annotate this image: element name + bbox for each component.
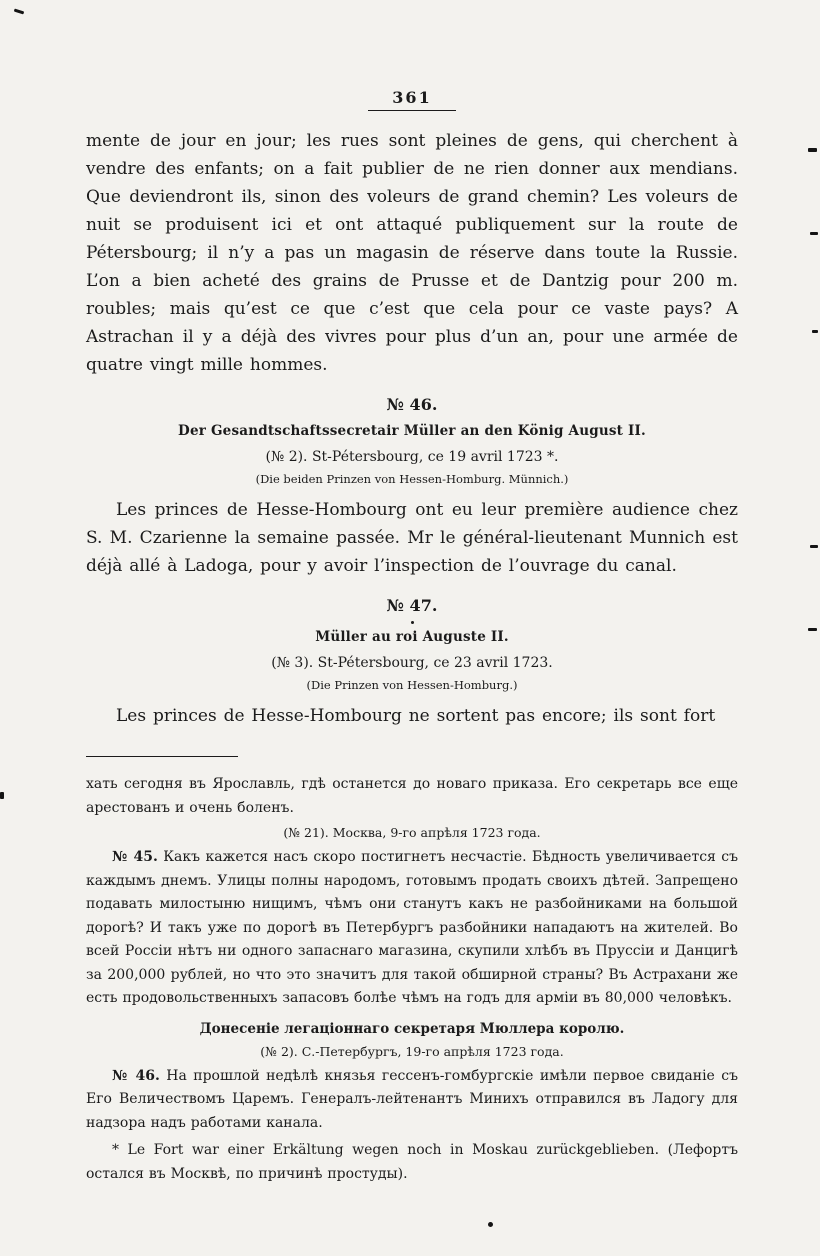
report-dateline: (№ 2). С.-Петербургъ, 19-го апрѣля 1723 года.: [260, 1043, 564, 1059]
scan-artifact: [810, 545, 818, 548]
page-content: [86, 88, 738, 1186]
scan-artifact: [808, 628, 817, 631]
entry-47: [86, 596, 738, 730]
scan-artifact: [14, 9, 24, 15]
footnote-45-label: № 45.: [112, 849, 158, 865]
entry-47-subject: (Die Prinzen von Hessen-Homburg.): [306, 678, 518, 692]
entry-47-dateline: (№ 3). St-Pétersbourg, ce 23 avril 1723.: [271, 655, 553, 671]
scan-artifact: [808, 148, 817, 152]
report-heading: Донесеніе легаціоннаго секретаря Мюллера королю.: [199, 1020, 625, 1037]
entry-47-number: № 47.: [386, 596, 438, 615]
footnote-46-text: На прошлой недѣлѣ князья гессенъ-гомбургскіе имѣли первое свиданіе съ Его Величествомъ Царемъ. Генералъ-лейтенантъ Минихъ отправился въ Ладогу для надзора надъ работами канала.: [86, 1067, 739, 1131]
entry-47-body: Les princes de Hesse-Hombourg ne sortent pas encore; ils sont fort: [116, 706, 716, 726]
footnote-continuation: хать сегодня въ Ярославль, гдѣ останется до новаго приказа. Его секретарь все еще арестованъ и очень боленъ.: [86, 776, 738, 816]
entry-46: [86, 395, 738, 580]
footnote-divider: [86, 756, 238, 757]
footnote-dateline-21: (№ 21). Москва, 9-го апрѣля 1723 года.: [283, 825, 541, 840]
footnote-46-label: № 46.: [112, 1067, 160, 1084]
entry-46-title: Der Gesandtschaftssecretair Müller an den König August II.: [178, 423, 646, 439]
footnotes-section: [86, 773, 738, 1186]
entry-46-dateline: (№ 2). St-Pétersbourg, ce 19 avril 1723 *.: [265, 449, 559, 465]
entry-46-number: № 46.: [386, 395, 438, 414]
asterisk-footnote: * Le Fort war einer Erkältung wegen noch in Moskau zurückgeblieben. (Лефортъ остался въ Москвѣ, по причинѣ простуды).: [86, 1142, 738, 1182]
scan-artifact: [810, 232, 818, 235]
footnote-46: [86, 1065, 738, 1136]
main-text-continuation: mente de jour en jour; les rues sont pleines de gens, qui cherchent à vendre des enfants; on a fait publier de ne rien donner aux mendians. Que deviendront ils, sinon des voleurs de grand chemin? Les voleurs de nuit se produisent ici et ont attaqué publiquement sur la route de Pétersbourg; il n’y a pas un magasin de réserve dans toute la Russie. L’on a bien acheté des grains de Prusse et de Dantzig pour 200 m. roubles; mais qu’est ce que c’est que cela pour ce vaste pays? A Astrachan il y a déjà des vivres pour plus d’un an, pour une armée de quatre vingt mille hommes.: [86, 131, 738, 375]
footnote-45-text: Какъ кажется насъ скоро постигнетъ несчастіе. Бѣдность увеличивается съ каждымъ днемъ. Улицы полны народомъ, готовымъ продать своихъ дѣтей. Запрещено подавать милостыню нищимъ, чѣмъ они станутъ какъ не разбойниками на большой дорогѣ? И такъ уже по дорогѣ въ Петербургъ разбойники нападаютъ на жителей. Во всей Россіи нѣтъ ни одного запаснаго магазина, скупили хлѣбъ въ Пруссіи и Данцигѣ за 200,000 рублей, но что это значитъ для такой обширной страны? Въ Астрахани же есть продовольственныхъ запасовъ болѣе чѣмъ на годъ для арміи въ 80,000 человѣкъ.: [86, 849, 739, 1006]
footnote-45: [86, 846, 738, 1011]
entry-47-title: Müller au roi Auguste II.: [315, 629, 509, 645]
scan-artifact: [411, 621, 414, 624]
page-number: 361: [368, 88, 455, 111]
scan-artifact: [0, 792, 4, 799]
page-header: [86, 88, 738, 111]
entry-46-subject: (Die beiden Prinzen von Hessen-Homburg. Münnich.): [255, 472, 569, 486]
scan-artifact: [812, 330, 818, 333]
scan-artifact: [488, 1222, 493, 1227]
entry-46-body: Les princes de Hesse-Hombourg ont eu leur première audience chez S. M. Czarienne la semaine passée. Mr le général-lieutenant Munnich est déjà allé à Ladoga, pour y avoir l’inspection de l’ouvrage du canal.: [86, 500, 738, 576]
